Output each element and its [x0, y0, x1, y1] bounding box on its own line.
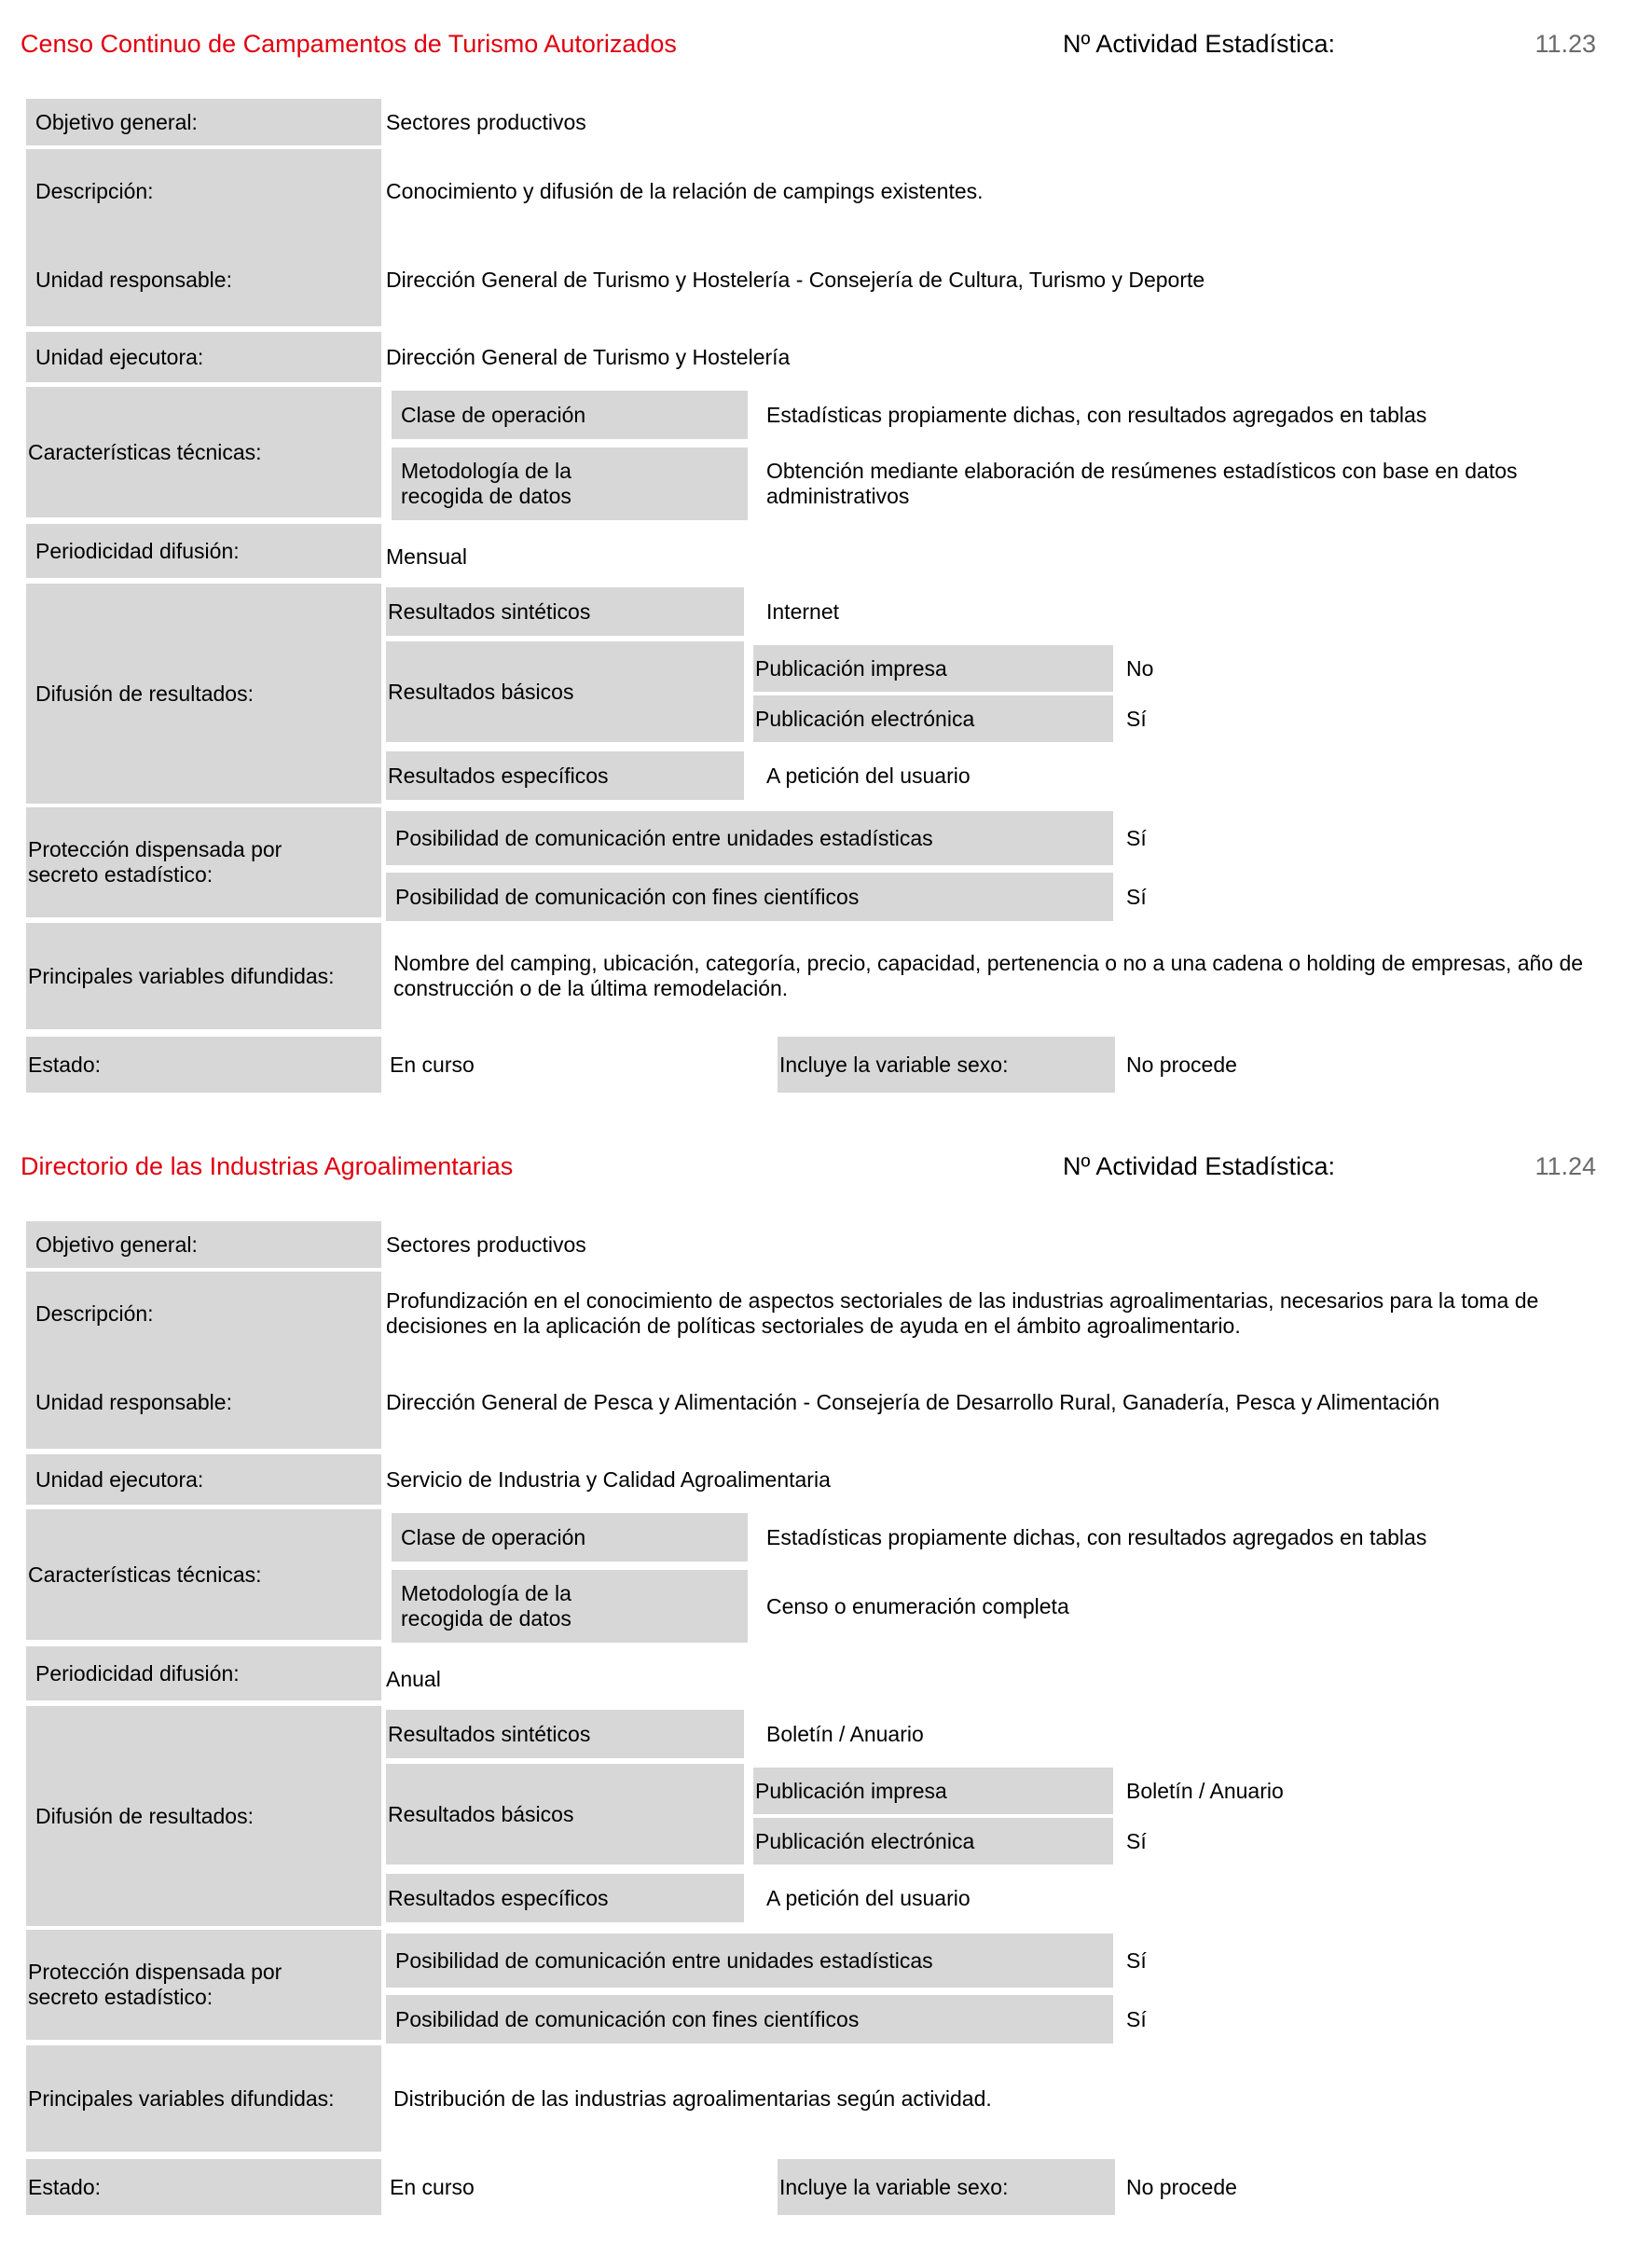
variables-label: Principales variables difundidas:	[26, 2045, 381, 2152]
resultados-especificos-value: A petición del usuario	[766, 1885, 971, 1910]
comunicacion-unidades-label: Posibilidad de comunicación entre unidades estadísticas	[386, 1934, 1113, 1988]
objetivo-value: Sectores productivos	[386, 109, 586, 134]
resultados-sinteticos-value: Internet	[766, 599, 839, 624]
publicacion-impresa-label: Publicación impresa	[753, 645, 1113, 692]
resultados-basicos-label: Resultados básicos	[386, 1764, 744, 1865]
clase-operacion-value: Estadísticas propiamente dichas, con resultados agregados en tablas	[766, 402, 1427, 427]
descripcion-value: Conocimiento y difusión de la relación de campings existentes.	[386, 178, 984, 203]
unidad-ejecutora-value: Dirección General de Turismo y Hostelería	[386, 344, 791, 369]
resultados-especificos-label: Resultados específicos	[386, 1874, 744, 1922]
unidad-responsable-label: Unidad responsable:	[35, 267, 232, 292]
metodologia-label: Metodología de la recogida de datos	[392, 447, 748, 520]
variables-value: Nombre del camping, ubicación, categoría, precio, capacidad, pertenencia o no a una cadena o holding de empresas, año de construcción o de la última remodelación.	[393, 951, 1584, 1000]
clase-operacion-label: Clase de operación	[392, 391, 748, 439]
sexo-value: No procede	[1126, 1052, 1237, 1077]
estado-label: Estado:	[26, 2159, 381, 2215]
comunicacion-unidades-label: Posibilidad de comunicación entre unidades estadísticas	[386, 811, 1113, 865]
publicacion-electronica-label: Publicación electrónica	[753, 695, 1113, 742]
estado-value: En curso	[390, 2174, 475, 2199]
unidad-ejecutora-value: Servicio de Industria y Calidad Agroalimentaria	[386, 1466, 831, 1492]
descripcion-label: Descripción:	[35, 178, 154, 203]
activity-number-label: Nº Actividad Estadística:	[1063, 30, 1335, 58]
proteccion-label: Protección dispensada por secreto estadístico:	[26, 807, 381, 917]
metodologia-value: Censo o enumeración completa	[766, 1593, 1069, 1618]
comunicacion-cientificos-value: Sí	[1126, 884, 1147, 909]
unidad-responsable-label: Unidad responsable:	[35, 1389, 232, 1414]
publicacion-electronica-label: Publicación electrónica	[753, 1818, 1113, 1865]
estado-value: En curso	[390, 1052, 475, 1077]
unidad-responsable-value: Dirección General de Turismo y Hostelería - Consejería de Cultura, Turismo y Deporte	[386, 267, 1205, 292]
unidad-ejecutora-label: Unidad ejecutora:	[26, 332, 381, 382]
comunicacion-unidades-value: Sí	[1126, 1947, 1147, 1973]
publicacion-impresa-value: Boletín / Anuario	[1126, 1778, 1284, 1803]
difusion-label: Difusión de resultados:	[26, 584, 381, 804]
difusion-label: Difusión de resultados:	[26, 1706, 381, 1926]
record-card	[0, 1122, 1652, 2241]
resultados-sinteticos-label: Resultados sintéticos	[386, 1710, 744, 1758]
comunicacion-cientificos-label: Posibilidad de comunicación con fines científicos	[386, 1995, 1113, 2044]
resultados-sinteticos-label: Resultados sintéticos	[386, 587, 744, 636]
metodologia-value: Obtención mediante elaboración de resúmenes estadísticos con base en datos administrativos	[766, 459, 1518, 508]
publicacion-impresa-value: No	[1126, 655, 1154, 681]
publicacion-electronica-value: Sí	[1126, 1828, 1147, 1853]
periodicidad-label: Periodicidad difusión:	[26, 524, 381, 578]
unidad-ejecutora-label: Unidad ejecutora:	[26, 1454, 381, 1505]
sexo-value: No procede	[1126, 2174, 1237, 2199]
comunicacion-cientificos-label: Posibilidad de comunicación con fines científicos	[386, 873, 1113, 921]
periodicidad-value: Mensual	[386, 544, 467, 569]
record-title: Censo Continuo de Campamentos de Turismo Autorizados	[21, 30, 677, 58]
publicacion-electronica-value: Sí	[1126, 706, 1147, 731]
resultados-especificos-value: A petición del usuario	[766, 763, 971, 788]
objetivo-label: Objetivo general:	[26, 1221, 381, 1268]
variables-value: Distribución de las industrias agroalimentarias según actividad.	[393, 2085, 992, 2111]
proteccion-label: Protección dispensada por secreto estadístico:	[26, 1930, 381, 2040]
estado-label: Estado:	[26, 1037, 381, 1093]
variables-label: Principales variables difundidas:	[26, 923, 381, 1029]
sexo-label: Incluye la variable sexo:	[778, 1037, 1115, 1093]
record-card	[0, 0, 1652, 1119]
activity-number: 11.24	[1535, 1152, 1596, 1180]
descripcion-label: Descripción:	[35, 1301, 154, 1326]
clase-operacion-label: Clase de operación	[392, 1513, 748, 1562]
record-title: Directorio de las Industrias Agroalimentarias	[21, 1152, 514, 1180]
objetivo-value: Sectores productivos	[386, 1232, 586, 1257]
periodicidad-value: Anual	[386, 1666, 441, 1691]
objetivo-label: Objetivo general:	[26, 99, 381, 145]
descripcion-value: Profundización en el conocimiento de aspectos sectoriales de las industrias agroalimentarias, necesarios para la toma de decisiones en la aplicación de políticas sectoriales de ayuda en el ámbito agroalimentario.	[386, 1288, 1539, 1338]
resultados-sinteticos-value: Boletín / Anuario	[766, 1721, 924, 1746]
comunicacion-cientificos-value: Sí	[1126, 2006, 1147, 2031]
resultados-especificos-label: Resultados específicos	[386, 751, 744, 800]
clase-operacion-value: Estadísticas propiamente dichas, con resultados agregados en tablas	[766, 1524, 1427, 1549]
activity-number: 11.23	[1535, 30, 1596, 58]
caracteristicas-label: Características técnicas:	[26, 1509, 381, 1640]
unidad-responsable-value: Dirección General de Pesca y Alimentación - Consejería de Desarrollo Rural, Ganadería, Pesca y Alimentación	[386, 1389, 1440, 1414]
sexo-label: Incluye la variable sexo:	[778, 2159, 1115, 2215]
activity-number-label: Nº Actividad Estadística:	[1063, 1152, 1335, 1180]
caracteristicas-label: Características técnicas:	[26, 387, 381, 517]
metodologia-label: Metodología de la recogida de datos	[392, 1570, 748, 1643]
resultados-basicos-label: Resultados básicos	[386, 641, 744, 742]
periodicidad-label: Periodicidad difusión:	[26, 1646, 381, 1700]
comunicacion-unidades-value: Sí	[1126, 825, 1147, 850]
publicacion-impresa-label: Publicación impresa	[753, 1768, 1113, 1814]
